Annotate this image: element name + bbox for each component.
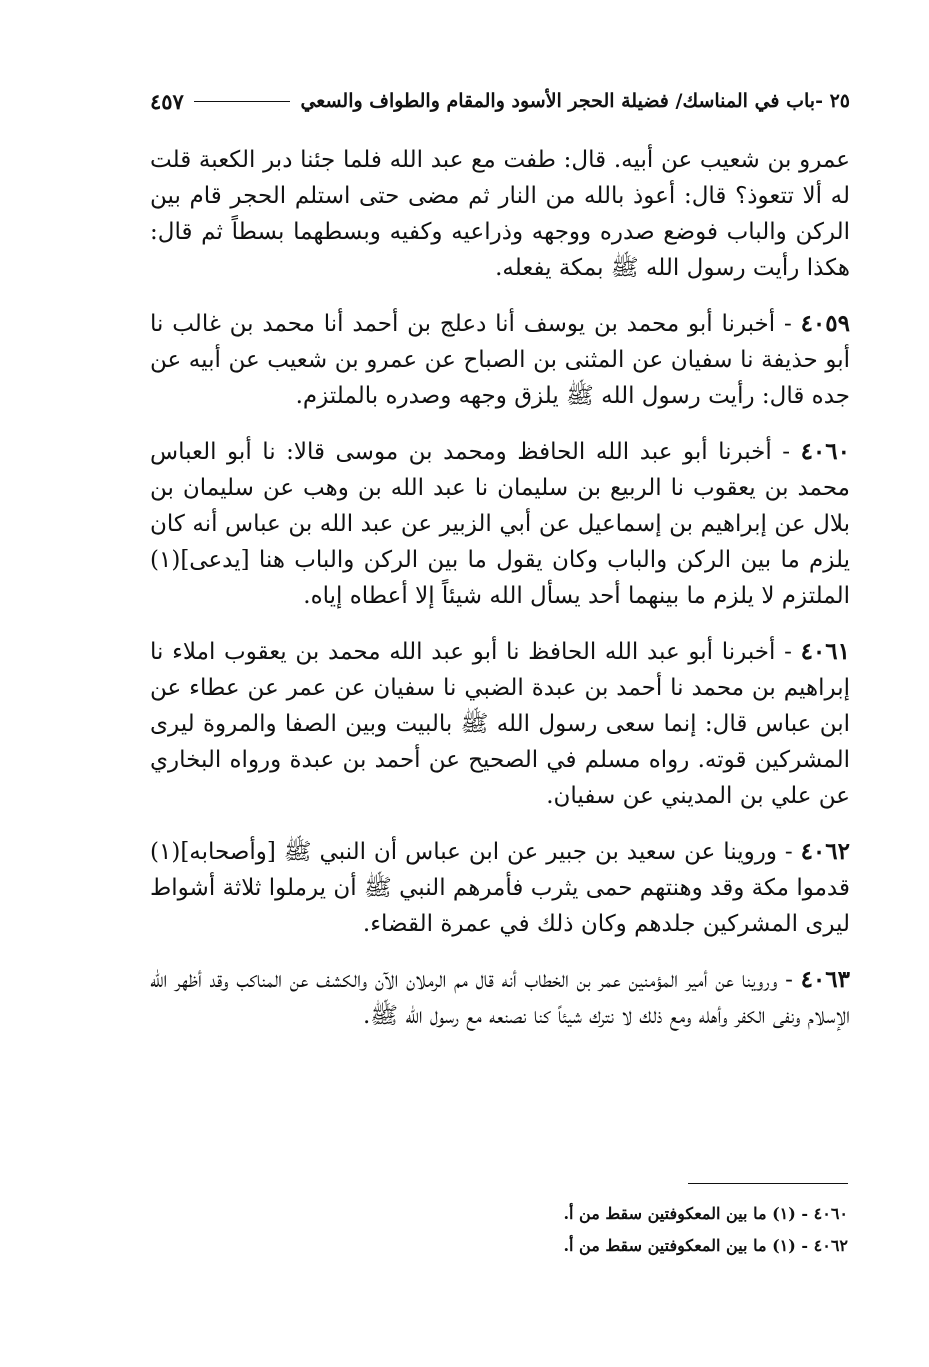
hadith-number: ٤٠٦٣ (800, 966, 850, 993)
hadith-4060 (150, 434, 850, 614)
running-title: ٢٥ -باب في المناسك/ فضيلة الحجر الأسود والمقام والطواف والسعي (300, 90, 850, 112)
paragraph-text: - أخبرنا أبو عبد الله الحافظ ومحمد بن موسى قالا: نا أبو العباس محمد بن يعقوب نا الربيع بن سليمان نا عبد الله بن وهب عن سليمان بن بلال عن إبراهيم بن إسماعيل عن أبي الزبير عن عبد الله بن عباس أنه كان يلزم ما بين الركن والباب وكان يقول ما بين الركن والباب هنا [يدعى](١) الملتزم لا يلزم ما بينهما أحد يسأل الله شيئاً إلا أعطاه إياه. (150, 439, 850, 609)
main-text (150, 142, 850, 1054)
hadith-4059 (150, 306, 850, 414)
paragraph-text: - أخبرنا أبو محمد بن يوسف أنا دعلج بن أحمد أنا محمد بن غالب نا أبو حذيفة نا سفيان عن المثنى بن الصباح عن عمرو بن شعيب عن أبيه عن جده قال: رأيت رسول الله ﷺ يلزق وجهه وصدره بالملتزم. (150, 311, 850, 409)
paragraph-text: - وروينا عن أمير المؤمنين عمر بن الخطاب أنه قال مم الرملان الآن والكشف عن المناكب وقد أظهر الله الإسلام ونفى الكفر وأهله ومع ذلك لا نترك شيئاً كنا نصنعه مع رسول الله ﷺ. (150, 967, 850, 1029)
hadith-number: ٤٠٥٩ (800, 310, 850, 337)
hadith-4061 (150, 634, 850, 814)
header-rule (194, 101, 291, 102)
page-header (150, 84, 850, 118)
footnote-item: ٤٠٦٠ - (١) ما بين المعكوفتين سقط من أ. (563, 1204, 848, 1223)
paragraph-text: - أخبرنا أبو عبد الله الحافظ نا أبو عبد الله محمد بن يعقوب املاء نا إبراهيم بن محمد نا أحمد بن عبدة الضبي نا سفيان عن عمر عن عطاء عن ابن عباس قال: إنما سعى رسول الله ﷺ بالبيت وبين الصفا والمروة ليرى المشركين قوته. رواه مسلم في الصحيح عن أحمد بن عبدة ورواه البخاري عن علي بن المديني عن سفيان. (150, 639, 850, 809)
page-number: ٤٥٧ (150, 88, 184, 114)
hadith-number: ٤٠٦٠ (800, 438, 850, 465)
paragraph-text: - وروينا عن سعيد بن جبير عن ابن عباس أن النبي ﷺ [وأصحابه](١) قدموا مكة وقد وهنتهم حمى يثرب فأمرهم النبي ﷺ أن يرملوا ثلاثة أشواط ليرى المشركين جلدهم وكان ذلك في عمرة القضاء. (150, 839, 850, 937)
footnotes (400, 1198, 848, 1262)
hadith-number: ٤٠٦٢ (800, 838, 850, 865)
hadith-4063 (150, 962, 850, 1034)
hadith-4062 (150, 834, 850, 942)
footnote-divider (688, 1183, 848, 1184)
paragraph-continuation (150, 142, 850, 286)
paragraph-text: عمرو بن شعيب عن أبيه. قال: طفت مع عبد الله فلما جئنا دبر الكعبة قلت له ألا تتعوذ؟ قال: أعوذ بالله من النار ثم مضى حتى استلم الحجر قام بين الركن والباب فوضع صدره ووجهه وذراعيه وكفيه وبسطهما بسطاً ثم قال: هكذا رأيت رسول الله ﷺ بمكة يفعله. (150, 147, 850, 281)
footnote-item: ٤٠٦٢ - (١) ما بين المعكوفتين سقط من أ. (563, 1236, 848, 1255)
hadith-number: ٤٠٦١ (800, 638, 850, 665)
